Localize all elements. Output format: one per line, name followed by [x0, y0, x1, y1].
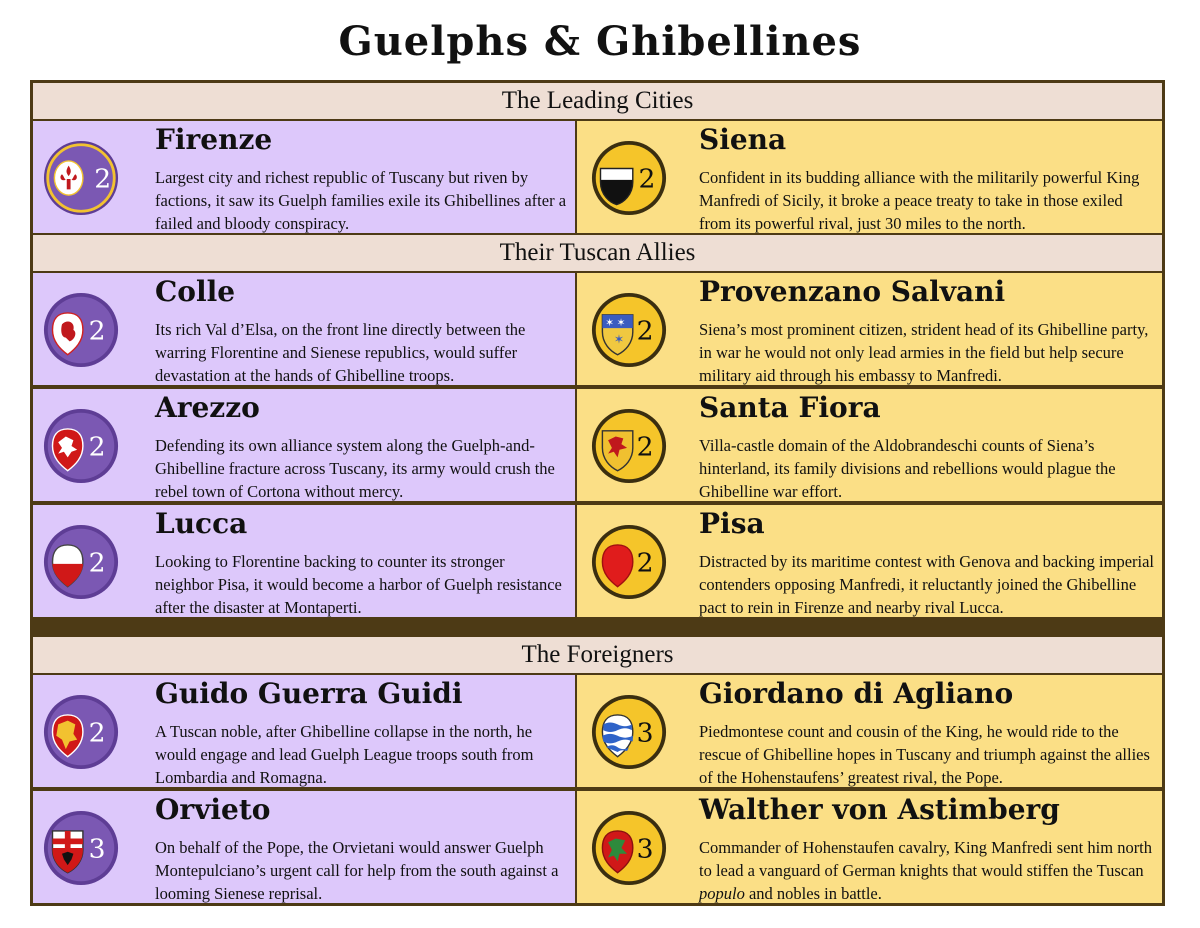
santa-fiora-shield-token: [591, 408, 667, 484]
firenze-shield-token: [43, 140, 119, 216]
card-walther-von-astimberg: [577, 791, 1162, 903]
card-guido-guerra-guidi: [33, 675, 575, 787]
walther-shield-token: [591, 810, 667, 886]
card-lucca: [33, 505, 575, 617]
svg-text:✶ ✶: ✶ ✶: [605, 318, 626, 330]
svg-text:2: 2: [88, 717, 106, 749]
desc-text: and nobles in battle.: [744, 884, 882, 903]
card-description: Its rich Val d’Elsa, on the front line directly between the warring Florentine and Sienese republics, would suffer devastation at the hands of Ghibelline troops.: [155, 320, 526, 385]
card-description: [699, 836, 1155, 905]
card-description: Looking to Florentine backing to counter its stronger neighbor Pisa, it would become a harbor of Guelph resistance after the disaster at Montaperti.: [155, 552, 562, 617]
card-title: Siena: [699, 123, 787, 156]
factions-table: [30, 80, 1165, 906]
svg-text:2: 2: [88, 315, 106, 347]
section-header-tuscan-allies: Their Tuscan Allies: [33, 235, 1162, 271]
section-header-foreigners: The Foreigners: [33, 637, 1162, 673]
giordano-shield-token: [591, 694, 667, 770]
card-firenze: [33, 121, 575, 233]
card-description: Villa-castle domain of the Aldobrandeschi counts of Siena’s hinterland, its family divisions and rebellions would plague the Ghibelline war effort.: [699, 436, 1116, 501]
card-title: Lucca: [155, 507, 248, 540]
page-title: Guelphs & Ghibellines: [338, 18, 862, 65]
siena-shield-token: [591, 140, 667, 216]
arezzo-shield-token: [43, 408, 119, 484]
card-title: Guido Guerra Guidi: [155, 677, 463, 710]
card-title: Arezzo: [155, 391, 260, 424]
svg-text:2: 2: [94, 163, 112, 195]
card-orvieto: [33, 791, 575, 903]
card-description: On behalf of the Pope, the Orvietani would answer Guelph Montepulciano’s urgent call for help from the south against a looming Sienese reprisal.: [155, 838, 559, 903]
svg-text:2: 2: [636, 315, 654, 347]
orvieto-shield-token: [43, 810, 119, 886]
card-giordano-di-agliano: [577, 675, 1162, 787]
card-title: Orvieto: [155, 793, 271, 826]
card-description: A Tuscan noble, after Ghibelline collapse in the north, he would engage and lead Guelph League troops south from Lombardia and Romagna.: [155, 722, 534, 787]
card-colle: [33, 273, 575, 385]
card-title: Giordano di Agliano: [699, 677, 1014, 710]
card-description: Distracted by its maritime contest with Genova and backing imperial contenders opposing Manfredi, it reluctantly joined the Ghibelline pact to rein in Firenze and nearby rival Lucca.: [699, 552, 1154, 617]
desc-text: Commander of Hohenstaufen cavalry, King Manfredi sent him north to lead a vanguard of German knights that would stiffen the Tuscan: [699, 838, 1153, 880]
svg-text:3: 3: [636, 833, 654, 865]
section-header-leading-cities: The Leading Cities: [33, 83, 1162, 119]
pisa-shield-token: [591, 524, 667, 600]
card-title: Walther von Astimberg: [699, 793, 1060, 826]
desc-emphasis: populo: [699, 884, 745, 903]
svg-text:2: 2: [88, 431, 106, 463]
svg-text:2: 2: [88, 547, 106, 579]
card-description: Piedmontese count and cousin of the King, he would ride to the rescue of Ghibelline hopes in Tuscany and triumph against the allies of the Hohenstaufens’ greatest rival, the Pope.: [699, 722, 1150, 787]
svg-text:✶: ✶: [613, 332, 625, 347]
card-description: Defending its own alliance system along the Guelph-and-Ghibelline fracture across Tuscany, its army would crush the rebel town of Cortona without mercy.: [155, 436, 555, 501]
colle-shield-token: [43, 292, 119, 368]
card-description: Largest city and richest republic of Tuscany but riven by factions, it saw its Guelph families exile its Ghibellines after a failed and bloody conspiracy.: [155, 168, 567, 233]
card-pisa: [577, 505, 1162, 617]
card-description: Confident in its budding alliance with the militarily powerful King Manfredi of Sicily, it broke a peace treaty to take in those exiled from its powerful rival, just 30 miles to the north.: [699, 168, 1140, 233]
svg-text:2: 2: [636, 547, 654, 579]
card-title: Firenze: [155, 123, 273, 156]
card-title: Provenzano Salvani: [699, 275, 1006, 308]
svg-text:3: 3: [636, 717, 654, 749]
svg-text:2: 2: [638, 163, 656, 195]
card-title: Pisa: [699, 507, 765, 540]
provenzano-shield-token: [591, 292, 667, 368]
card-provenzano-salvani: [577, 273, 1162, 385]
card-title: Santa Fiora: [699, 391, 881, 424]
svg-text:3: 3: [88, 833, 106, 865]
card-title: Colle: [155, 275, 236, 308]
card-arezzo: [33, 389, 575, 501]
card-santa-fiora: [577, 389, 1162, 501]
svg-text:2: 2: [636, 431, 654, 463]
lucca-shield-token: [43, 524, 119, 600]
card-description: Siena’s most prominent citizen, strident head of its Ghibelline party, in war he would not only lead armies in the field but help secure military aid through his embassy to Manfredi.: [699, 320, 1149, 385]
guido-shield-token: [43, 694, 119, 770]
card-siena: [577, 121, 1162, 233]
